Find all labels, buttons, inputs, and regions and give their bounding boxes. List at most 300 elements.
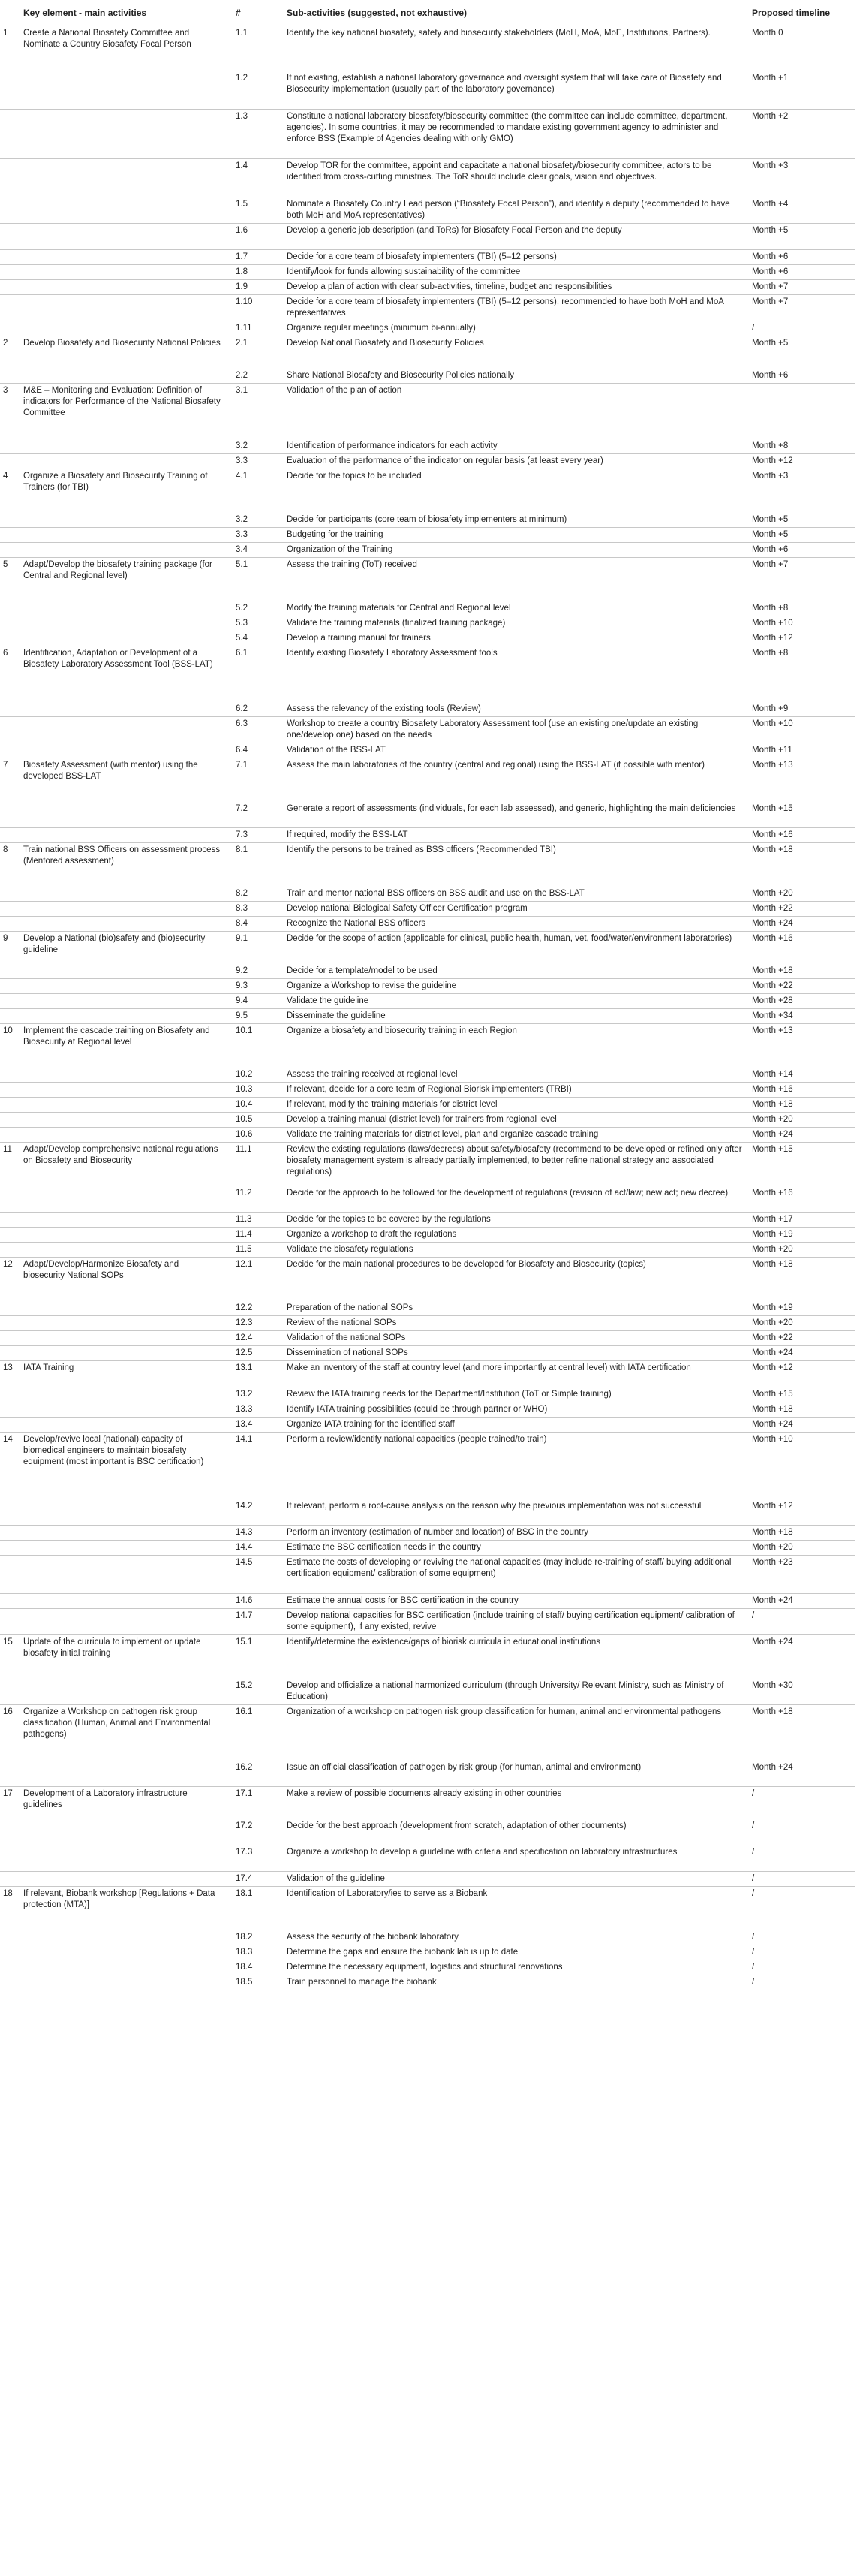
group-number — [0, 197, 20, 224]
sub-activity-number: 1.7 — [233, 250, 284, 265]
key-element-activity — [20, 994, 233, 1009]
proposed-timeline: Month +3 — [752, 472, 789, 481]
sub-activity-text: Nominate a Biosafety Country Lead person (“Biosafety Focal Person”), and identify a deputy (recommended to have both MoH and MoA representatives) — [284, 197, 749, 224]
proposed-timeline: / — [749, 1945, 855, 1960]
proposed-timeline: Month +34 — [749, 1009, 855, 1024]
key-element-activity: M&E – Monitoring and Evaluation: Definition of indicators for Performance of the National Biosafety Committee — [23, 386, 221, 417]
proposed-timeline: Month +10 — [749, 717, 855, 743]
key-element-activity — [20, 1083, 233, 1098]
group-number — [0, 1186, 20, 1213]
activities-table — [0, 5, 855, 1990]
group-number — [0, 1387, 20, 1402]
table-row — [0, 280, 855, 295]
table-row — [0, 454, 855, 469]
table-row — [0, 758, 855, 802]
group-number — [0, 1609, 20, 1635]
sub-activity-number: 17.4 — [233, 1872, 284, 1887]
sub-activity-text: Develop a training manual (district level) for trainers from regional level — [284, 1113, 749, 1128]
sub-activity-number: 14.1 — [236, 1435, 253, 1444]
group-number: 3 — [3, 386, 8, 395]
sub-activity-number: 16.2 — [233, 1761, 284, 1787]
sub-activity-text: Develop a plan of action with clear sub-activities, timeline, budget and responsibilities — [284, 280, 749, 295]
key-element-activity — [20, 631, 233, 646]
proposed-timeline: Month +23 — [749, 1556, 855, 1594]
table-row — [0, 887, 855, 902]
sub-activity-number: 7.3 — [233, 828, 284, 843]
sub-activity-text: Estimate the BSC certification needs in the country — [284, 1541, 749, 1556]
group-number — [0, 280, 20, 295]
proposed-timeline: Month +6 — [749, 250, 855, 265]
table-row — [0, 1258, 855, 1301]
group-number — [0, 887, 20, 902]
group-number — [0, 1228, 20, 1243]
key-element-activity: Develop Biosafety and Biosecurity National Policies — [23, 339, 221, 348]
group-number — [0, 1113, 20, 1128]
sub-activity-text: Organize regular meetings (minimum bi-annually) — [284, 321, 749, 336]
key-element-activity — [20, 1975, 233, 1990]
sub-activity-text: Disseminate the guideline — [284, 1009, 749, 1024]
group-number: 17 — [3, 1789, 13, 1798]
sub-activity-number: 2.1 — [236, 339, 248, 348]
key-element-activity — [20, 295, 233, 321]
sub-activity-text: Develop National Biosafety and Biosecurity Policies — [287, 339, 484, 348]
group-number — [0, 1213, 20, 1228]
proposed-timeline: Month +24 — [752, 1637, 793, 1647]
key-element-activity — [20, 702, 233, 717]
group-number — [0, 1594, 20, 1609]
table-row — [0, 1499, 855, 1526]
group-number — [0, 631, 20, 646]
table-body — [0, 26, 855, 1990]
key-element-activity — [20, 1526, 233, 1541]
group-number: 2 — [3, 339, 8, 348]
sub-activity-number: 11.2 — [233, 1186, 284, 1213]
table-row — [0, 1113, 855, 1128]
sub-activity-number: 11.3 — [233, 1213, 284, 1228]
proposed-timeline: Month +20 — [749, 1113, 855, 1128]
group-number — [0, 1316, 20, 1331]
proposed-timeline: Month +28 — [749, 994, 855, 1009]
key-element-activity — [20, 1402, 233, 1418]
table-row — [0, 979, 855, 994]
sub-activity-number: 1.11 — [233, 321, 284, 336]
table-row — [0, 1361, 855, 1387]
key-element-activity: Adapt/Develop the biosafety training package (for Central and Regional level) — [23, 560, 212, 580]
group-number — [0, 1499, 20, 1526]
group-number: 14 — [3, 1435, 13, 1444]
proposed-timeline: Month +18 — [749, 964, 855, 979]
proposed-timeline: Month +1 — [749, 71, 855, 110]
proposed-timeline: Month +22 — [749, 1331, 855, 1346]
table-row — [0, 702, 855, 717]
key-element-activity: Organize a Workshop on pathogen risk group classification (Human, Animal and Environmental pathogens) — [23, 1707, 211, 1739]
sub-activity-number: 6.1 — [236, 649, 248, 658]
group-number: 12 — [3, 1260, 13, 1269]
group-number — [0, 964, 20, 979]
group-number — [0, 543, 20, 558]
group-number — [0, 250, 20, 265]
key-element-activity — [20, 1418, 233, 1433]
table-row — [0, 469, 855, 513]
key-element-activity: IATA Training — [23, 1363, 74, 1372]
table-row — [0, 717, 855, 743]
table-row — [0, 224, 855, 250]
table-row — [0, 1243, 855, 1258]
group-number — [0, 224, 20, 250]
table-row — [0, 1945, 855, 1960]
key-element-activity: Adapt/Develop/Harmonize Biosafety and biosecurity National SOPs — [23, 1260, 179, 1280]
sub-activity-text: Budgeting for the training — [284, 528, 749, 543]
table-row — [0, 1635, 855, 1679]
sub-activity-number: 18.5 — [233, 1975, 284, 1990]
sub-activity-text: Validate the training materials (finalized training package) — [284, 616, 749, 631]
sub-activity-number: 17.1 — [236, 1789, 253, 1798]
group-number — [0, 321, 20, 336]
key-element-activity — [20, 1945, 233, 1960]
key-element-activity — [20, 917, 233, 932]
proposed-timeline: / — [752, 1789, 755, 1798]
group-number: 13 — [3, 1363, 13, 1372]
proposed-timeline: Month +5 — [749, 528, 855, 543]
key-element-activity — [20, 1228, 233, 1243]
sub-activity-number: 3.3 — [233, 454, 284, 469]
sub-activity-text: Make a review of possible documents already existing in other countries — [287, 1789, 562, 1798]
key-element-activity — [20, 1556, 233, 1594]
sub-activity-number: 15.1 — [236, 1637, 253, 1647]
proposed-timeline: Month +20 — [749, 1541, 855, 1556]
sub-activity-text: Identify the key national biosafety, safety and biosecurity stakeholders (MoH, MoA, MoE, Institutions, Partners). — [287, 29, 711, 38]
group-number: 11 — [3, 1145, 12, 1154]
sub-activity-text: Assess the security of the biobank laboratory — [284, 1930, 749, 1945]
table-row — [0, 159, 855, 197]
sub-activity-text: Assess the training received at regional level — [284, 1068, 749, 1083]
sub-activity-text: Decide for a core team of biosafety implementers (TBI) (5–12 persons), recommended to have both MoH and MoA representatives — [284, 295, 749, 321]
sub-activity-number: 3.2 — [233, 513, 284, 528]
table-row — [0, 1526, 855, 1541]
table-row — [0, 1819, 855, 1845]
sub-activity-number: 5.4 — [233, 631, 284, 646]
proposed-timeline: Month +24 — [749, 917, 855, 932]
sub-activity-number: 1.6 — [233, 224, 284, 250]
proposed-timeline: Month +22 — [749, 979, 855, 994]
proposed-timeline: Month +3 — [749, 159, 855, 197]
table-row — [0, 1143, 855, 1186]
proposed-timeline: Month +20 — [749, 887, 855, 902]
proposed-timeline: Month +19 — [749, 1301, 855, 1316]
group-number — [0, 1068, 20, 1083]
proposed-timeline: Month +24 — [749, 1761, 855, 1787]
key-element-activity — [20, 513, 233, 528]
table-row — [0, 1186, 855, 1213]
sub-activity-text: Validate the biosafety regulations — [284, 1243, 749, 1258]
proposed-timeline: Month +20 — [749, 1243, 855, 1258]
sub-activity-text: Dissemination of national SOPs — [284, 1346, 749, 1361]
sub-activity-number: 13.3 — [233, 1402, 284, 1418]
sub-activity-text: Decide for the scope of action (applicable for clinical, public health, human, vet, food/water/environment laboratories) — [287, 934, 732, 943]
group-number — [0, 1331, 20, 1346]
proposed-timeline: Month +6 — [749, 265, 855, 280]
table-row — [0, 1009, 855, 1024]
sub-activity-number: 14.5 — [233, 1556, 284, 1594]
sub-activity-number: 4.1 — [236, 472, 248, 481]
table-row — [0, 1787, 855, 1819]
key-element-activity — [20, 1819, 233, 1845]
sub-activity-text: Identify the persons to be trained as BSS officers (Recommended TBI) — [287, 845, 556, 854]
proposed-timeline: Month +12 — [752, 1363, 793, 1372]
sub-activity-number: 18.1 — [236, 1889, 253, 1898]
table-row — [0, 964, 855, 979]
sub-activity-text: Decide for the topics to be covered by the regulations — [284, 1213, 749, 1228]
proposed-timeline: Month +16 — [749, 1186, 855, 1213]
key-element-activity: Development of a Laboratory infrastructure guidelines — [23, 1789, 188, 1809]
sub-activity-text: Develop TOR for the committee, appoint and capacitate a national biosafety/biosecurity committee, actors to be identified from cross-cutting ministries. The ToR should include clear goals, vision and objectives. — [284, 159, 749, 197]
header-num — [0, 5, 20, 26]
sub-activity-text: Organization of the Training — [284, 543, 749, 558]
sub-activity-number: 3.3 — [233, 528, 284, 543]
table-row — [0, 336, 855, 369]
table-row — [0, 646, 855, 702]
table-row — [0, 197, 855, 224]
group-number — [0, 454, 20, 469]
key-element-activity — [20, 1960, 233, 1975]
sub-activity-number: 6.2 — [233, 702, 284, 717]
group-number — [0, 1346, 20, 1361]
group-number — [0, 1556, 20, 1594]
table-row — [0, 917, 855, 932]
proposed-timeline: Month +18 — [749, 1402, 855, 1418]
group-number — [0, 513, 20, 528]
key-element-activity — [20, 110, 233, 159]
group-number — [0, 979, 20, 994]
group-number — [0, 265, 20, 280]
key-element-activity: Biosafety Assessment (with mentor) using the developed BSS-LAT — [23, 761, 198, 781]
sub-activity-text: Decide for a template/model to be used — [284, 964, 749, 979]
proposed-timeline: Month +18 — [749, 1098, 855, 1113]
key-element-activity — [20, 1499, 233, 1526]
key-element-activity — [20, 1316, 233, 1331]
table-row — [0, 1594, 855, 1609]
key-element-activity — [20, 1594, 233, 1609]
key-element-activity — [20, 1387, 233, 1402]
table-row — [0, 802, 855, 828]
table-row — [0, 1975, 855, 1990]
group-number — [0, 1930, 20, 1945]
sub-activity-text: Develop and officialize a national harmonized curriculum (through University/ Relevant Ministry, such as Ministry of Education) — [284, 1679, 749, 1705]
sub-activity-text: Identify/determine the existence/gaps of biorisk curricula in educational institutions — [287, 1637, 601, 1647]
table-row — [0, 250, 855, 265]
table-row — [0, 1316, 855, 1331]
sub-activity-text: Organize IATA training for the identified staff — [284, 1418, 749, 1433]
key-element-activity — [20, 616, 233, 631]
sub-activity-text: Preparation of the national SOPs — [284, 1301, 749, 1316]
key-element-activity — [20, 1761, 233, 1787]
table-row — [0, 932, 855, 964]
proposed-timeline: / — [749, 1975, 855, 1990]
group-number — [0, 828, 20, 843]
table-row — [0, 558, 855, 601]
key-element-activity — [20, 1930, 233, 1945]
sub-activity-number: 13.1 — [236, 1363, 253, 1372]
sub-activity-number: 8.4 — [233, 917, 284, 932]
table-row — [0, 513, 855, 528]
sub-activity-text: Identification of Laboratory/ies to serve as a Biobank — [287, 1889, 488, 1898]
proposed-timeline: / — [749, 1930, 855, 1945]
group-number — [0, 1128, 20, 1143]
sub-activity-text: Validation of the guideline — [284, 1872, 749, 1887]
table-row — [0, 1228, 855, 1243]
proposed-timeline: Month +15 — [749, 1387, 855, 1402]
table-row — [0, 1387, 855, 1402]
table-row — [0, 71, 855, 110]
proposed-timeline: Month +6 — [749, 369, 855, 384]
key-element-activity — [20, 743, 233, 758]
proposed-timeline: Month +24 — [749, 1594, 855, 1609]
group-number — [0, 743, 20, 758]
table-header-row — [0, 5, 855, 26]
sub-activity-number: 12.2 — [233, 1301, 284, 1316]
key-element-activity — [20, 1113, 233, 1128]
proposed-timeline: Month +13 — [752, 761, 793, 770]
group-number — [0, 1083, 20, 1098]
group-number — [0, 295, 20, 321]
sub-activity-text: Train and mentor national BSS officers on BSS audit and use on the BSS-LAT — [284, 887, 749, 902]
sub-activity-number: 1.9 — [233, 280, 284, 295]
table-row — [0, 369, 855, 384]
sub-activity-text: Decide for a core team of biosafety implementers (TBI) (5–12 persons) — [284, 250, 749, 265]
group-number — [0, 110, 20, 159]
sub-activity-text: Identify/look for funds allowing sustainability of the committee — [284, 265, 749, 280]
sub-activity-number: 13.2 — [233, 1387, 284, 1402]
key-element-activity — [20, 1213, 233, 1228]
key-element-activity — [20, 1068, 233, 1083]
sub-activity-text: Estimate the costs of developing or reviving the national capacities (may include re-training of staff/ buying additional certification equipment/ calibration of some equipment) — [284, 1556, 749, 1594]
proposed-timeline: Month +5 — [749, 224, 855, 250]
proposed-timeline: Month +8 — [749, 439, 855, 454]
sub-activity-number: 14.7 — [233, 1609, 284, 1635]
sub-activity-text: Organize a biosafety and biosecurity training in each Region — [287, 1026, 517, 1035]
sub-activity-number: 6.3 — [233, 717, 284, 743]
sub-activity-text: Review of the national SOPs — [284, 1316, 749, 1331]
sub-activity-number: 14.3 — [233, 1526, 284, 1541]
sub-activity-number: 12.1 — [236, 1260, 253, 1269]
table-row — [0, 616, 855, 631]
sub-activity-text: Determine the necessary equipment, logistics and structural renovations — [284, 1960, 749, 1975]
sub-activity-text: If relevant, modify the training materials for district level — [284, 1098, 749, 1113]
key-element-activity — [20, 802, 233, 828]
sub-activity-text: Develop national capacities for BSC certification (include training of staff/ buying certification equipment/ calibration of some equipment), if any existed, revive — [284, 1609, 749, 1635]
sub-activity-number: 12.5 — [233, 1346, 284, 1361]
proposed-timeline: Month +24 — [749, 1346, 855, 1361]
key-element-activity: Develop a National (bio)safety and (bio)security guideline — [23, 934, 206, 954]
group-number — [0, 717, 20, 743]
sub-activity-text: Organize a workshop to develop a guideline with criteria and specification on laboratory infrastructures — [284, 1845, 749, 1872]
sub-activity-number: 5.1 — [236, 560, 248, 569]
sub-activity-number: 9.5 — [233, 1009, 284, 1024]
group-number — [0, 1945, 20, 1960]
key-element-activity: Develop/revive local (national) capacity of biomedical engineers to maintain biosafety equipment (most important is BSC certification) — [23, 1435, 204, 1466]
group-number — [0, 1402, 20, 1418]
proposed-timeline: Month 0 — [752, 29, 783, 38]
proposed-timeline: Month +7 — [749, 280, 855, 295]
sub-activity-text: Develop a generic job description (and ToRs) for Biosafety Focal Person and the deputy — [284, 224, 749, 250]
sub-activity-number: 7.2 — [233, 802, 284, 828]
sub-activity-text: Generate a report of assessments (individuals, for each lab assessed), and generic, highlighting the main deficiencies — [284, 802, 749, 828]
sub-activity-text: Decide for the main national procedures to be developed for Biosafety and Biosecurity (topics) — [287, 1260, 646, 1269]
group-number — [0, 1761, 20, 1787]
proposed-timeline: Month +16 — [752, 934, 793, 943]
group-number: 8 — [3, 845, 8, 854]
group-number — [0, 1009, 20, 1024]
header-key-element: Key element - main activities — [20, 5, 233, 26]
sub-activity-number: 15.2 — [233, 1679, 284, 1705]
sub-activity-text: Train personnel to manage the biobank — [284, 1975, 749, 1990]
key-element-activity — [20, 1541, 233, 1556]
sub-activity-number: 17.3 — [233, 1845, 284, 1872]
sub-activity-number: 12.3 — [233, 1316, 284, 1331]
table-row — [0, 1346, 855, 1361]
header-sub-activities: Sub-activities (suggested, not exhaustive) — [284, 5, 749, 26]
table-row — [0, 1024, 855, 1068]
table-row — [0, 1068, 855, 1083]
sub-activity-text: Assess the training (ToT) received — [287, 560, 417, 569]
key-element-activity — [20, 454, 233, 469]
sub-activity-number: 8.3 — [233, 902, 284, 917]
table-row — [0, 843, 855, 887]
sub-activity-text: Review the existing regulations (laws/decrees) about safety/biosafety (recommend to be developed or refined only after biosafety management system is already partially implemented, to better refine national strategy and associated regulations) — [287, 1145, 742, 1177]
proposed-timeline: / — [749, 321, 855, 336]
proposed-timeline: Month +16 — [749, 1083, 855, 1098]
proposed-timeline: Month +18 — [749, 1526, 855, 1541]
sub-activity-number: 14.2 — [233, 1499, 284, 1526]
proposed-timeline: Month +10 — [749, 616, 855, 631]
sub-activity-text: Decide for the approach to be followed for the development of regulations (revision of act/law; new act; new decree) — [284, 1186, 749, 1213]
sub-activity-number: 3.2 — [233, 439, 284, 454]
proposed-timeline: Month +22 — [749, 902, 855, 917]
proposed-timeline: / — [752, 1889, 755, 1898]
key-element-activity — [20, 1679, 233, 1705]
proposed-timeline: Month +5 — [752, 339, 789, 348]
sub-activity-text: If not existing, establish a national laboratory governance and oversight system that will take care of Biosafety and Biosecurity implementation (usually part of the laboratory governance) — [284, 71, 749, 110]
sub-activity-number: 1.10 — [233, 295, 284, 321]
proposed-timeline: Month +24 — [749, 1418, 855, 1433]
proposed-timeline: / — [749, 1845, 855, 1872]
sub-activity-text: Validate the training materials for district level, plan and organize cascade training — [284, 1128, 749, 1143]
table-row — [0, 439, 855, 454]
group-number — [0, 917, 20, 932]
table-row — [0, 1761, 855, 1787]
table-row — [0, 1679, 855, 1705]
sub-activity-number: 17.2 — [233, 1819, 284, 1845]
group-number: 18 — [3, 1889, 13, 1898]
table-row — [0, 321, 855, 336]
sub-activity-text: Validation of the plan of action — [287, 386, 402, 395]
proposed-timeline: Month +14 — [749, 1068, 855, 1083]
sub-activity-text: Assess the main laboratories of the country (central and regional) using the BSS-LAT (if possible with mentor) — [287, 761, 705, 770]
group-number: 6 — [3, 649, 8, 658]
proposed-timeline: / — [749, 1609, 855, 1635]
table-row — [0, 1098, 855, 1113]
key-element-activity — [20, 159, 233, 197]
table-row — [0, 265, 855, 280]
sub-activity-text: Share National Biosafety and Biosecurity Policies nationally — [284, 369, 749, 384]
sub-activity-number: 8.2 — [233, 887, 284, 902]
sub-activity-text: Perform a review/identify national capacities (people trained/to train) — [287, 1435, 547, 1444]
key-element-activity — [20, 1331, 233, 1346]
key-element-activity — [20, 979, 233, 994]
group-number: 7 — [3, 761, 8, 770]
proposed-timeline: Month +12 — [749, 1499, 855, 1526]
group-number — [0, 1301, 20, 1316]
